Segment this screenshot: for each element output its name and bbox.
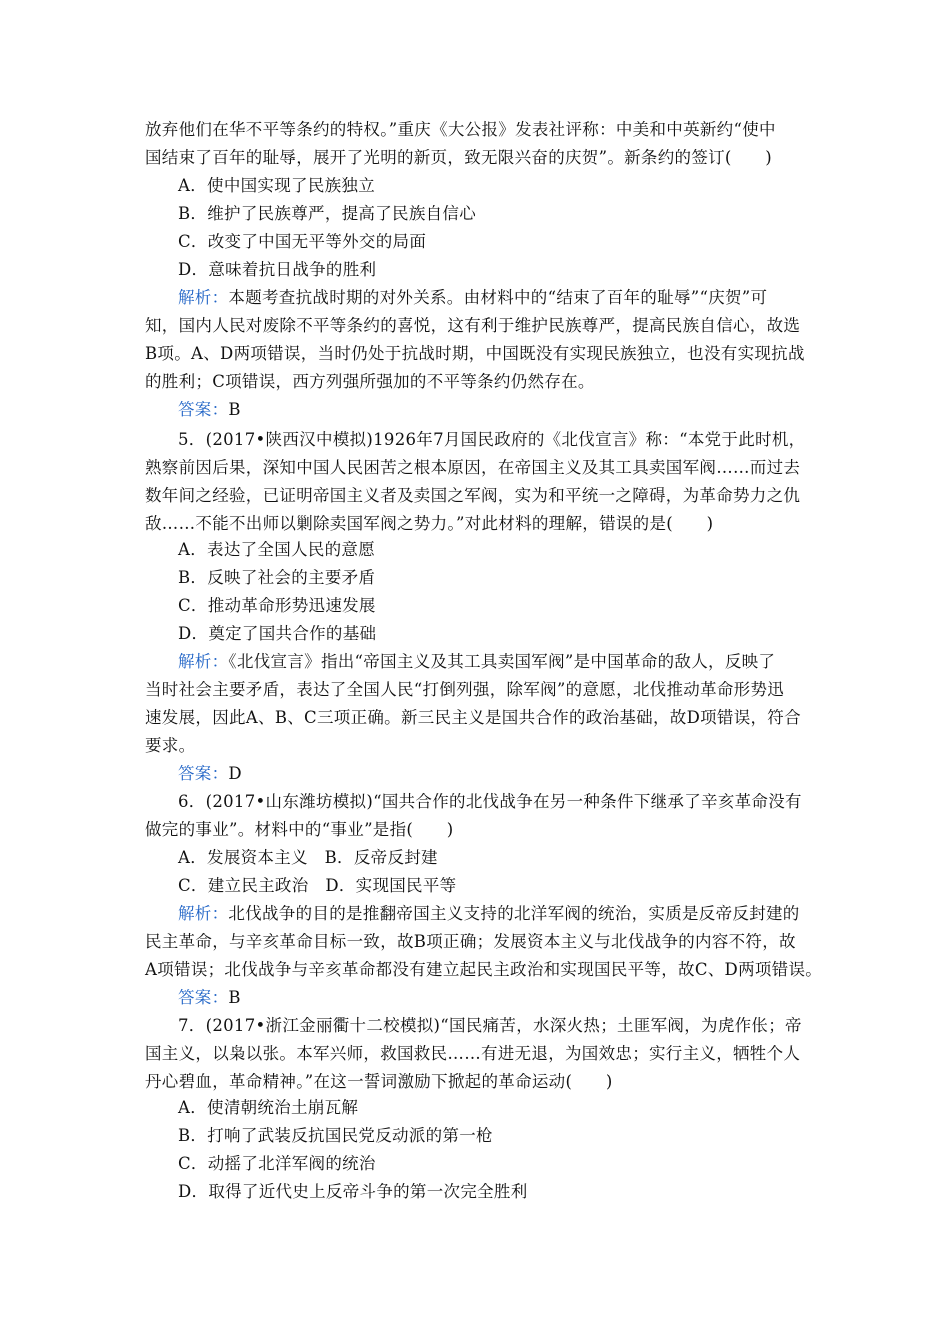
q4-answer: [178, 396, 818, 424]
q5-answer-value: D: [228, 764, 242, 783]
q7-stem-line-3: 丹心碧血，革命精神。”在这一誓词激励下掀起的革命运动( ): [145, 1072, 613, 1091]
q6-analysis-line-3: A项错误；北伐战争与辛亥革命都没有建立起民主政治和实现国民平等，故C、D两项错误。: [145, 960, 823, 979]
q7-option-c: C．动摇了北洋军阀的统治: [178, 1154, 376, 1173]
q5-stem-line-3: 数年间之经验，已证明帝国主义者及卖国之军阀，实为和平统一之障碍，为革命势力之仇: [145, 486, 801, 505]
q5-analysis-line-1: [178, 648, 818, 676]
q5-option-b: B．反映了社会的主要矛盾: [178, 568, 376, 587]
q5-stem-line-4: 敌……不能不出师以剿除卖国军阀之势力。”对此材料的理解，错误的是( ): [145, 514, 714, 533]
answer-label: 答案：: [178, 764, 229, 783]
q4-option-c: C．改变了中国无平等外交的局面: [178, 232, 427, 251]
q6-options-row-1: A．发展资本主义 B．反帝反封建: [178, 848, 438, 867]
q7-stem-line-2: 国主义，以枭以张。本军兴师，救国救民……有进无退，为国效忠；实行主义，牺牲个人: [145, 1044, 801, 1063]
q4-answer-value: B: [228, 400, 241, 419]
q4-option-b: B．维护了民族尊严，提高了民族自信心: [178, 204, 477, 223]
q4-option-a: A．使中国实现了民族独立: [178, 176, 376, 195]
q6-options-row-2: C．建立民主政治 D．实现国民平等: [178, 876, 457, 895]
q4-analysis-line-4: 的胜利；C项错误，西方列强所强加的不平等条约仍然存在。: [145, 372, 595, 391]
analysis-label: 解析：: [178, 288, 229, 307]
q4-analysis-line-1: [178, 284, 818, 312]
answer-label: 答案：: [178, 988, 229, 1007]
q5-option-d: D．奠定了国共合作的基础: [178, 624, 377, 643]
q6-stem-line-1: 6．(2017•山东潍坊模拟)“国共合作的北伐战争在另一种条件下继承了辛亥革命没有: [178, 792, 802, 811]
q4-stem-line-2: 国结束了百年的耻辱，展开了光明的新页，致无限兴奋的庆贺”。新条约的签订( ): [145, 148, 773, 167]
q6-analysis-line-1: [178, 900, 818, 928]
q5-analysis-line-2: 当时社会主要矛盾，表达了全国人民“打倒列强，除军阀”的意愿，北伐推动革命形势迅: [145, 680, 785, 699]
q5-analysis-line-3: 速发展，因此A、B、C三项正确。新三民主义是国共合作的政治基础，故D项错误，符合: [145, 708, 801, 727]
q5-analysis-text: 《北伐宣言》指出“帝国主义及其工具卖国军阀”是中国革命的敌人，反映了: [228, 652, 776, 671]
q5-answer: [178, 760, 818, 788]
q5-option-a: A．表达了全国人民的意愿: [178, 540, 376, 559]
q5-option-c: C．推动革命形势迅速发展: [178, 596, 376, 615]
q7-stem-line-1: 7．(2017•浙江金丽衢十二校模拟)“国民痛苦，水深火热；土匪军阀，为虎作伥；帝: [178, 1016, 802, 1035]
q4-stem-line-1: 放弃他们在华不平等条约的特权。”重庆《大公报》发表社评称：中美和中英新约“使中: [145, 120, 776, 139]
q6-stem-line-2: 做完的事业”。材料中的“事业”是指( ): [145, 820, 454, 839]
q7-option-a: A．使清朝统治土崩瓦解: [178, 1098, 359, 1117]
q4-analysis-line-3: B项。A、D两项错误，当时仍处于抗战时期，中国既没有实现民族独立，也没有实现抗战: [145, 344, 805, 363]
q6-analysis-line-2: 民主革命，与辛亥革命目标一致，故B项正确；发展资本主义与北伐战争的内容不符，故: [145, 932, 796, 951]
q5-analysis-line-4: 要求。: [145, 736, 196, 755]
q4-analysis-text: 本题考查抗战时期的对外关系。由材料中的“结束了百年的耻辱”“庆贺”可: [228, 288, 768, 307]
analysis-label: 解析：: [178, 904, 229, 923]
q4-analysis-line-2: 知，国内人民对废除不平等条约的喜悦，这有利于维护民族尊严，提高民族自信心，故选: [145, 316, 801, 335]
q5-stem-line-1: 5．(2017•陕西汉中模拟)1926年7月国民政府的《北伐宣言》称：“本党于此时机，: [178, 430, 806, 449]
q6-answer-value: B: [228, 988, 241, 1007]
q6-analysis-text: 北伐战争的目的是推翻帝国主义支持的北洋军阀的统治，实质是反帝反封建的: [228, 904, 800, 923]
q7-option-d: D．取得了近代史上反帝斗争的第一次完全胜利: [178, 1182, 528, 1201]
answer-label: 答案：: [178, 400, 229, 419]
q6-answer: [178, 984, 818, 1012]
analysis-label: 解析：: [178, 652, 229, 671]
q5-stem-line-2: 熟察前因后果，深知中国人民困苦之根本原因，在帝国主义及其工具卖国军阀……而过去: [145, 458, 801, 477]
q7-option-b: B．打响了武装反抗国民党反动派的第一枪: [178, 1126, 493, 1145]
q4-option-d: D．意味着抗日战争的胜利: [178, 260, 377, 279]
